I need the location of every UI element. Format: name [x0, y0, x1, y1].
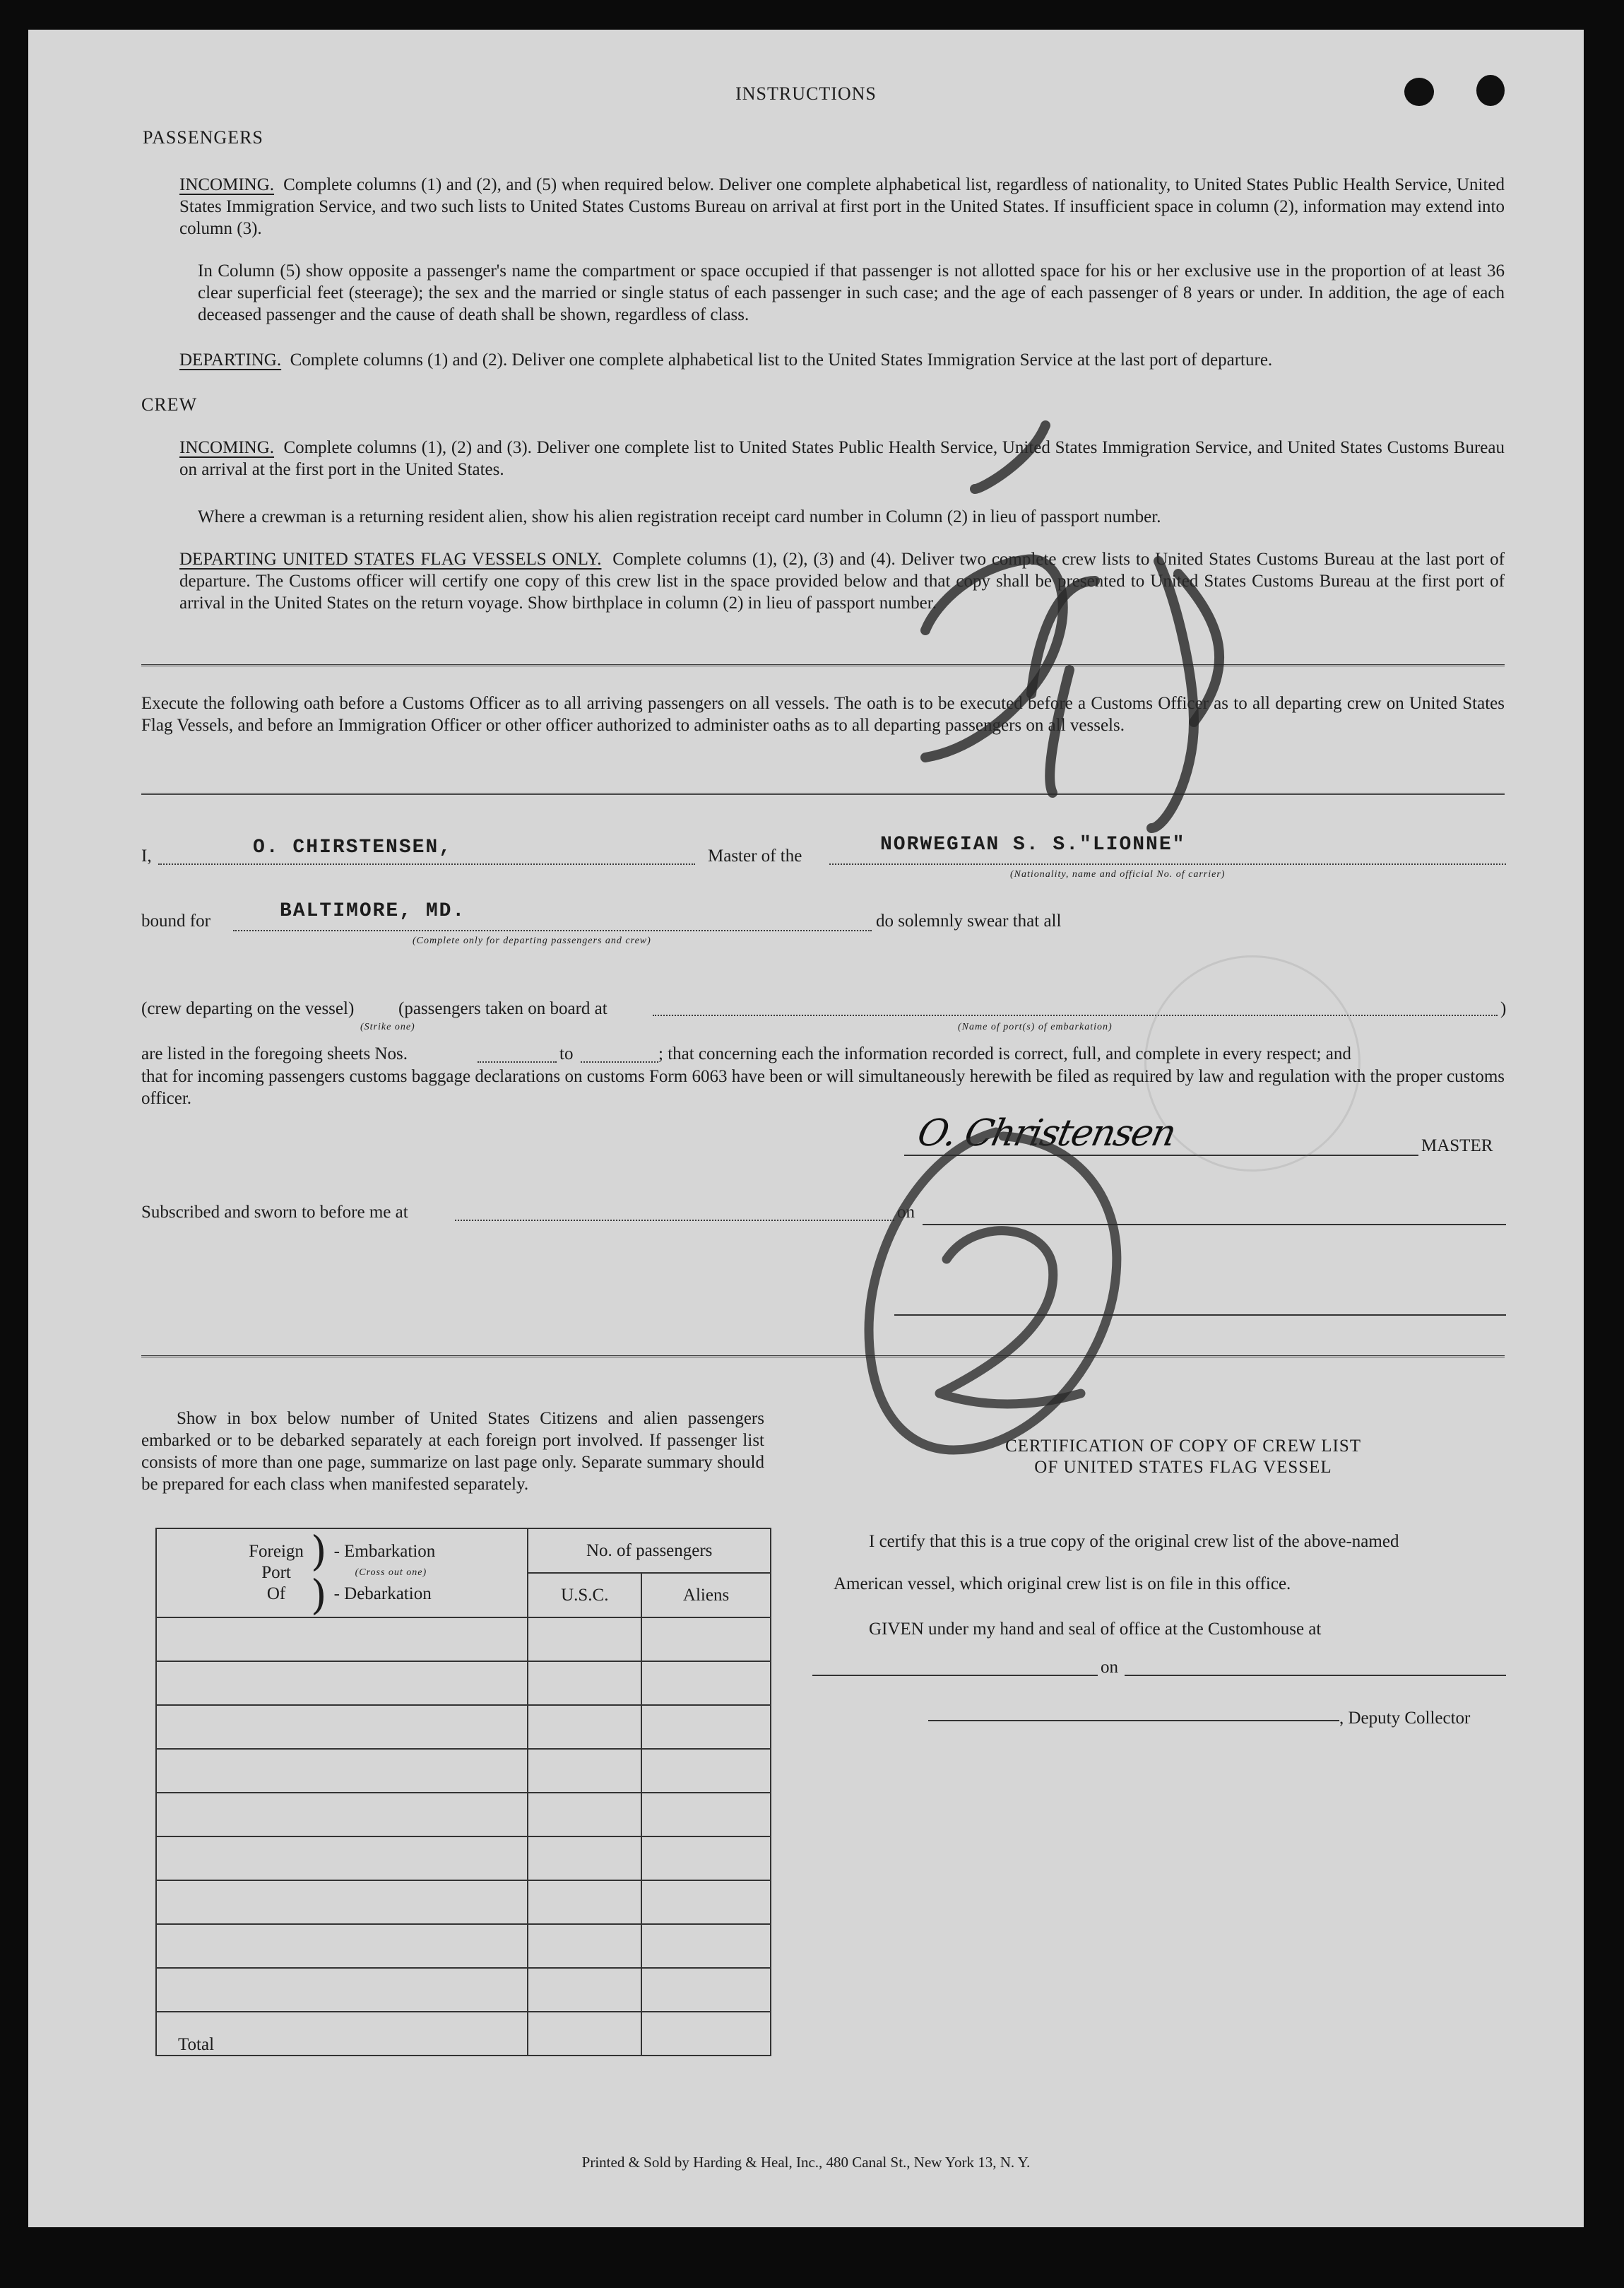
- table-row: [156, 1749, 771, 1793]
- brace-glyph: ) ): [310, 1527, 327, 1619]
- aliens-header: Aliens: [641, 1573, 771, 1617]
- foreign-label: Foreign: [249, 1542, 304, 1561]
- crayon-circled-2: [819, 1097, 1173, 1492]
- foreign-port-header: [156, 1528, 528, 1617]
- passengers-departing-paragraph: [179, 349, 1515, 371]
- form-sheet: [28, 30, 1584, 2227]
- certification-text-2: American vessel, which original crew list is on file in this office.: [834, 1574, 1291, 1593]
- master-name-line: [158, 863, 695, 865]
- usc-cell[interactable]: [528, 1661, 641, 1705]
- aliens-cell[interactable]: [641, 1880, 771, 1924]
- table-row: [156, 1836, 771, 1880]
- passenger-summary-table: [155, 1528, 771, 2056]
- crew-heading: CREW: [141, 394, 198, 415]
- swear-text: do solemnly swear that all: [876, 912, 1062, 931]
- certification-date-line[interactable]: [1125, 1675, 1506, 1676]
- cross-out-caption: (Cross out one): [355, 1567, 427, 1578]
- table-row: [156, 1617, 771, 1661]
- of-label: Of: [266, 1584, 286, 1603]
- table-row: [156, 1793, 771, 1836]
- sheet-from-line[interactable]: [478, 1061, 557, 1063]
- printer-footer: Printed & Sold by Harding & Heal, Inc., 480 Canal St., New York 13, N. Y.: [581, 2154, 1031, 2171]
- i-label: I,: [141, 847, 152, 866]
- master-of-label: Master of the: [708, 847, 802, 866]
- crayon-annotation-5-8: [798, 397, 1264, 849]
- sheets-label: are listed in the foregoing sheets Nos.: [141, 1044, 408, 1063]
- aliens-cell[interactable]: [641, 1924, 771, 1968]
- no-passengers-header: No. of passengers: [528, 1528, 771, 1573]
- embarkation-label: - Embarkation: [333, 1542, 436, 1561]
- usc-cell[interactable]: [528, 1836, 641, 1880]
- aliens-cell[interactable]: [641, 1617, 771, 1661]
- aliens-cell[interactable]: [641, 1749, 771, 1793]
- summary-instructions: Show in box below number of United States Citizens and alien passengers embarked or to be debarked separately at each foreign port involved. If passenger list consists of more than one page, summarize on last page only. Separate summary should be prepared for each class when manifested separately.: [141, 1409, 764, 1494]
- usc-cell[interactable]: [528, 1968, 641, 2012]
- certification-title-line-1: CERTIFICATION OF COPY OF CREW LIST: [1004, 1437, 1362, 1456]
- sheets-statement: ; that concerning each the information recorded is correct, full, and complete in every respect; and: [658, 1044, 1351, 1063]
- aliens-cell[interactable]: [641, 1836, 771, 1880]
- baggage-statement: that for incoming passengers customs baggage declarations on customs Form 6063 have been or will simultaneously herewith be filed as required by law and regulation with the proper customs officer.: [141, 1067, 1505, 1108]
- crew-departing-option: (crew departing on the vessel): [141, 999, 355, 1018]
- deputy-signature-line[interactable]: [928, 1720, 1339, 1721]
- destination-caption: (Complete only for departing passengers and crew): [413, 936, 651, 946]
- oath-intro: Execute the following oath before a Customs Officer as to all arriving passengers on all vessels. The oath is to be executed before a Customs Officer as to all departing crew on United States Flag Vessels, and before an Immigration Officer or other officer authorized to administer oaths as to all departing passengers on all vessels.: [141, 694, 1505, 735]
- bound-for-label: bound for: [141, 912, 211, 931]
- debarkation-label: - Debarkation: [333, 1584, 432, 1603]
- passengers-incoming-label: INCOMING.: [179, 175, 275, 194]
- usc-cell[interactable]: [528, 1749, 641, 1793]
- table-row: [156, 1880, 771, 1924]
- vessel-name[interactable]: NORWEGIAN S. S."LIONNE": [880, 834, 1186, 856]
- port-caption: (Name of port(s) of embarkation): [958, 1022, 1113, 1032]
- crew-incoming-label: INCOMING.: [179, 438, 275, 457]
- certification-text-3: GIVEN under my hand and seal of office at the Customhouse at: [869, 1620, 1322, 1639]
- table-row: [156, 1661, 771, 1705]
- usc-cell[interactable]: [528, 1924, 641, 1968]
- port-label: Port: [261, 1563, 291, 1582]
- certification-on-label: on: [1101, 1658, 1118, 1677]
- deputy-collector-label: , Deputy Collector: [1339, 1709, 1471, 1728]
- passengers-incoming-text: Complete columns (1) and (2), and (5) when required below. Deliver one complete alphabetical list, regardless of nationality, to United States Public Health Service, United States Immigration Service, and two such lists to United States Customs Bureau on arrival at first port in the United States. If insufficient space in column (2), information may extend into column (3).: [179, 175, 1505, 238]
- sheet-to-line[interactable]: [581, 1061, 658, 1063]
- customhouse-line[interactable]: [812, 1675, 1098, 1676]
- master-signature: O. Christensen: [913, 1112, 1179, 1155]
- crew-departing-label: DEPARTING UNITED STATES FLAG VESSELS ONLY.: [179, 550, 602, 569]
- port-cell[interactable]: [156, 1661, 528, 1705]
- usc-header: U.S.C.: [528, 1573, 641, 1617]
- destination[interactable]: BALTIMORE, MD.: [280, 900, 466, 922]
- column5-paragraph: In Column (5) show opposite a passenger's name the compartment or space occupied if that passenger is not allotted space for his or her exclusive use in the proportion of at least 36 clear superficial feet (steerage); the sex and the married or single status of each passenger in such case; and the age of each passenger of 8 years or under. In addition, the age of each deceased passenger and the cause of death shall be shown, regardless of class.: [198, 261, 1505, 324]
- port-cell[interactable]: [156, 1617, 528, 1661]
- passengers-departing-text: Complete columns (1) and (2). Deliver one complete alphabetical list to the United States Immigration Service at the last port of departure.: [290, 350, 1273, 370]
- port-cell[interactable]: [156, 1749, 528, 1793]
- port-cell[interactable]: [156, 1793, 528, 1836]
- subscribed-label: Subscribed and sworn to before me at: [141, 1203, 408, 1222]
- port-cell[interactable]: [156, 1880, 528, 1924]
- close-paren: ): [1500, 999, 1507, 1018]
- sheets-to-label: to: [559, 1044, 574, 1063]
- certification-text-1: I certify that this is a true copy of the original crew list of the above-named: [869, 1532, 1399, 1551]
- aliens-cell[interactable]: [641, 1705, 771, 1749]
- crew-resident-paragraph: Where a crewman is a returning resident alien, show his alien registration receipt card number in Column (2) in lieu of passport number.: [198, 507, 1161, 526]
- vessel-caption: (Nationality, name and official No. of carrier): [1010, 869, 1226, 880]
- table-row: [156, 1705, 771, 1749]
- usc-cell[interactable]: [528, 1793, 641, 1836]
- usc-cell[interactable]: [528, 1880, 641, 1924]
- strike-one-caption: (Strike one): [360, 1022, 415, 1032]
- vessel-line: [829, 863, 1506, 865]
- total-row: [156, 2012, 771, 2056]
- crew-incoming-text: Complete columns (1), (2) and (3). Deliver one complete list to United States Public Health Service, United States Immigration Service, and United States Customs Bureau on arrival at the first port in the United States.: [179, 438, 1505, 479]
- passengers-heading: PASSENGERS: [143, 127, 263, 148]
- certification-title-line-2: OF UNITED STATES FLAG VESSEL: [1034, 1458, 1332, 1477]
- faint-customs-stamp: [1144, 955, 1361, 1172]
- crew-departing-text: Complete columns (1), (2), (3) and (4). Deliver two complete crew lists to United States Customs Bureau at the last port of departure. The Customs officer will certify one copy of this crew list in the space provided below and that copy shall be presented to United States Customs Bureau at the first port of arrival in the United States on the return voyage. Show birthplace in column (2) in lieu of passport number.: [179, 550, 1505, 613]
- table-row: [156, 1924, 771, 1968]
- passengers-incoming-paragraph: [179, 174, 1505, 240]
- usc-cell[interactable]: [528, 1617, 641, 1661]
- port-cell[interactable]: [156, 1705, 528, 1749]
- total-aliens-cell[interactable]: [641, 2012, 771, 2056]
- passengers-departing-label: DEPARTING.: [179, 350, 282, 370]
- table-row: [156, 1968, 771, 2012]
- total-label: Total: [156, 2012, 528, 2056]
- port-cell[interactable]: [156, 1836, 528, 1880]
- port-cell[interactable]: [156, 1968, 528, 2012]
- port-cell[interactable]: [156, 1924, 528, 1968]
- passengers-taken-option: (passengers taken on board at: [398, 999, 607, 1018]
- aliens-cell[interactable]: [641, 1968, 771, 2012]
- master-name[interactable]: O. CHIRSTENSEN,: [253, 837, 453, 859]
- total-usc-cell[interactable]: [528, 2012, 641, 2056]
- usc-cell[interactable]: [528, 1705, 641, 1749]
- subscribed-on-label: on: [897, 1203, 915, 1222]
- embarkation-port-line[interactable]: [653, 1015, 1498, 1016]
- destination-line: [233, 930, 872, 931]
- master-label: MASTER: [1421, 1136, 1493, 1155]
- aliens-cell[interactable]: [641, 1793, 771, 1836]
- aliens-cell[interactable]: [641, 1661, 771, 1705]
- page-title: INSTRUCTIONS: [735, 83, 877, 104]
